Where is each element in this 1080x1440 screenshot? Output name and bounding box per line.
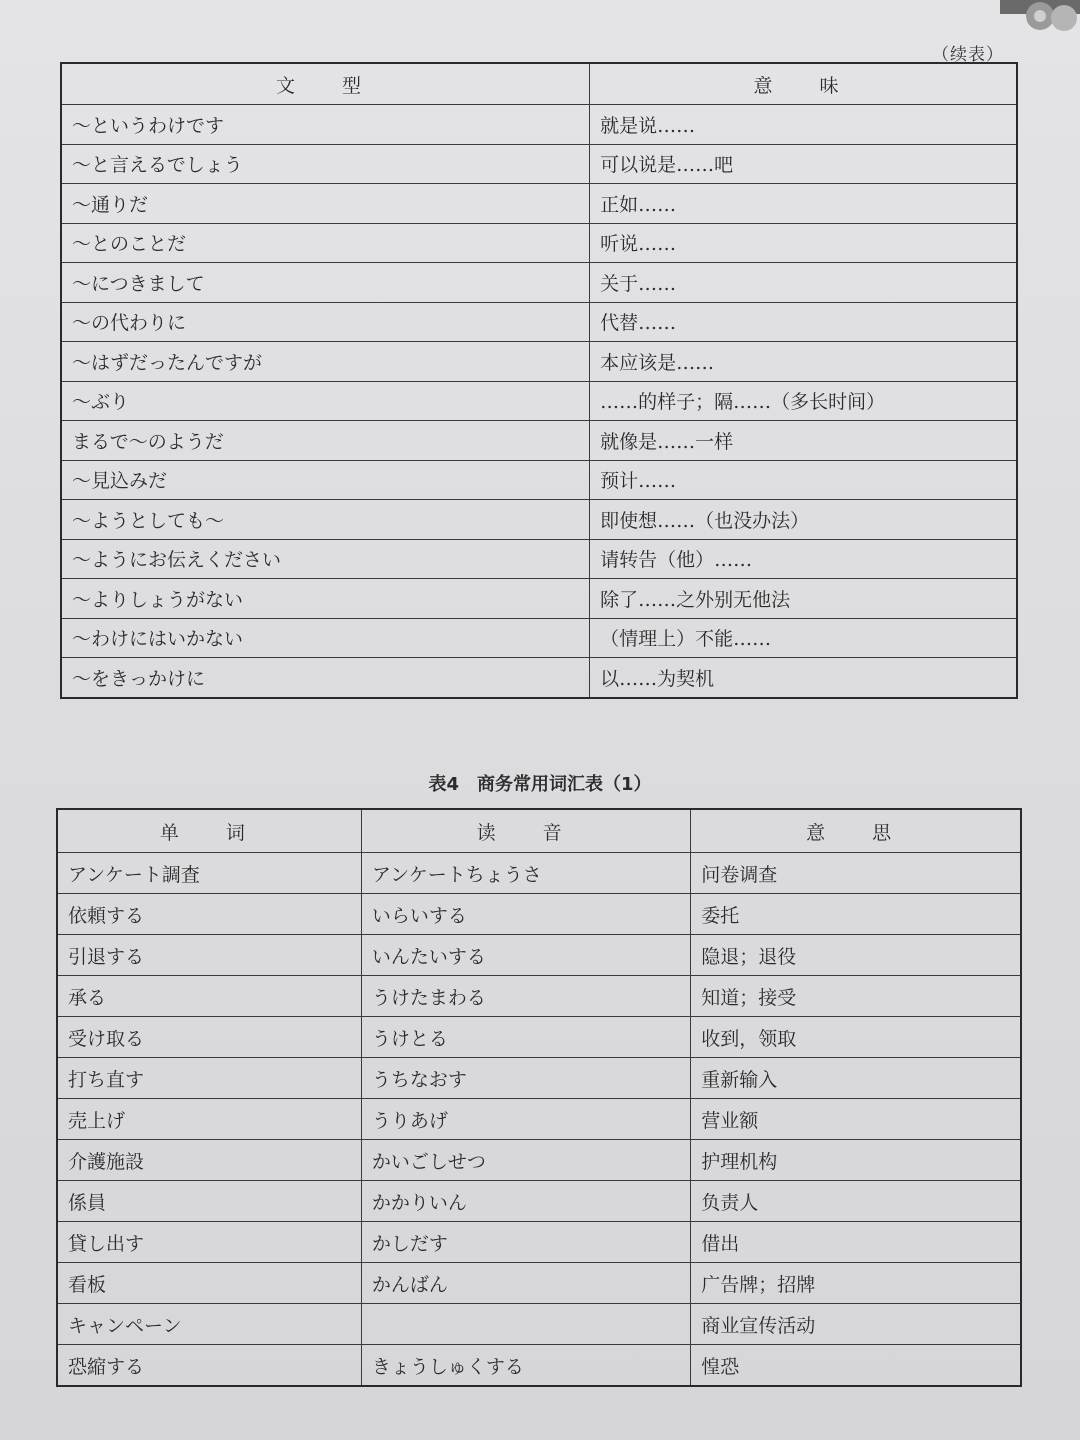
word-cell: 承る <box>57 976 361 1017</box>
table-header-row <box>61 63 1017 105</box>
reading-cell: かかりいん <box>361 1181 690 1222</box>
reading-cell: アンケートちょうさ <box>361 853 690 894</box>
meaning-cell: 隐退；退役 <box>691 935 1021 976</box>
table-row <box>61 263 1017 303</box>
meaning-cell: 本应该是…… <box>590 342 1017 382</box>
table-row <box>57 1017 1021 1058</box>
pattern-cell: ～と言えるでしょう <box>61 144 590 184</box>
word-cell: 依頼する <box>57 894 361 935</box>
table-row <box>61 579 1017 619</box>
table-row <box>61 302 1017 342</box>
sentence-pattern-table <box>60 62 1018 699</box>
meaning-cell: 广告牌；招牌 <box>691 1263 1021 1304</box>
reading-cell: うりあげ <box>361 1099 690 1140</box>
table-row <box>57 1345 1021 1387</box>
pattern-cell: ～をきっかけに <box>61 658 590 698</box>
corner-decoration-icon <box>1000 0 1080 42</box>
table-row <box>57 1263 1021 1304</box>
pattern-cell: ～というわけです <box>61 105 590 145</box>
meaning-cell: 委托 <box>691 894 1021 935</box>
meaning-cell: 商业宣传活动 <box>691 1304 1021 1345</box>
meaning-cell: 就像是……一样 <box>590 421 1017 461</box>
meaning-cell: 借出 <box>691 1222 1021 1263</box>
meaning-cell: 收到，领取 <box>691 1017 1021 1058</box>
word-cell: 貸し出す <box>57 1222 361 1263</box>
reading-cell: うちなおす <box>361 1058 690 1099</box>
pattern-cell: ～わけにはいかない <box>61 618 590 658</box>
vocabulary-table <box>56 808 1022 1387</box>
meaning-cell: 以……为契机 <box>590 658 1017 698</box>
word-cell: 介護施設 <box>57 1140 361 1181</box>
meaning-cell: 预计…… <box>590 460 1017 500</box>
table-row <box>61 421 1017 461</box>
pattern-cell: ～通りだ <box>61 184 590 224</box>
table-header-row <box>57 809 1021 853</box>
pattern-cell: ～ようとしても～ <box>61 500 590 540</box>
table-row <box>61 184 1017 224</box>
word-cell: アンケート調査 <box>57 853 361 894</box>
pattern-cell: ～見込みだ <box>61 460 590 500</box>
table-row <box>57 1304 1021 1345</box>
table-row <box>61 460 1017 500</box>
word-cell: 引退する <box>57 935 361 976</box>
pattern-cell: まるで～のようだ <box>61 421 590 461</box>
table-title: 表4 商务常用词汇表（1） <box>428 774 652 795</box>
word-cell: キャンペーン <box>57 1304 361 1345</box>
pattern-cell: ～はずだったんですが <box>61 342 590 382</box>
meaning-cell: ……的样子；隔……（多长时间） <box>590 381 1017 421</box>
reading-cell: いらいする <box>361 894 690 935</box>
table-row <box>61 500 1017 540</box>
pattern-cell: ～の代わりに <box>61 302 590 342</box>
meaning-cell: （情理上）不能…… <box>590 618 1017 658</box>
table-row <box>57 894 1021 935</box>
reading-cell: いんたいする <box>361 935 690 976</box>
word-cell: 恐縮する <box>57 1345 361 1387</box>
header-reading: 读 音 <box>361 809 690 853</box>
word-cell: 打ち直す <box>57 1058 361 1099</box>
meaning-cell: 重新输入 <box>691 1058 1021 1099</box>
pattern-cell: ～とのことだ <box>61 223 590 263</box>
word-cell: 受け取る <box>57 1017 361 1058</box>
header-word: 单 词 <box>57 809 361 853</box>
meaning-cell: 除了……之外别无他法 <box>590 579 1017 619</box>
table-row <box>61 223 1017 263</box>
meaning-cell: 问卷调查 <box>691 853 1021 894</box>
table-row <box>61 342 1017 382</box>
table-row <box>57 1058 1021 1099</box>
header-pattern: 文 型 <box>61 63 590 105</box>
table-row <box>61 381 1017 421</box>
meaning-cell: 即使想……（也没办法） <box>590 500 1017 540</box>
meaning-cell: 负责人 <box>691 1181 1021 1222</box>
word-cell: 看板 <box>57 1263 361 1304</box>
table-row <box>57 1140 1021 1181</box>
reading-cell: かしだす <box>361 1222 690 1263</box>
header-meaning: 意 味 <box>590 63 1017 105</box>
meaning-cell: 代替…… <box>590 302 1017 342</box>
table-row <box>61 618 1017 658</box>
meaning-cell: 就是说…… <box>590 105 1017 145</box>
meaning-cell: 惶恐 <box>691 1345 1021 1387</box>
pattern-cell: ～ようにお伝えください <box>61 539 590 579</box>
meaning-cell: 正如…… <box>590 184 1017 224</box>
meaning-cell: 营业额 <box>691 1099 1021 1140</box>
meaning-cell: 知道；接受 <box>691 976 1021 1017</box>
meaning-cell: 听说…… <box>590 223 1017 263</box>
reading-cell: きょうしゅくする <box>361 1345 690 1387</box>
reading-cell <box>361 1304 690 1345</box>
table-row <box>61 105 1017 145</box>
word-cell: 係員 <box>57 1181 361 1222</box>
header-meaning: 意 思 <box>691 809 1021 853</box>
word-cell: 売上げ <box>57 1099 361 1140</box>
table-row <box>61 658 1017 698</box>
meaning-cell: 请转告（他）…… <box>590 539 1017 579</box>
table-row <box>57 1181 1021 1222</box>
reading-cell: うけとる <box>361 1017 690 1058</box>
pattern-cell: ～ぶり <box>61 381 590 421</box>
meaning-cell: 护理机构 <box>691 1140 1021 1181</box>
pattern-cell: ～よりしょうがない <box>61 579 590 619</box>
continued-label: （续表） <box>932 45 1004 65</box>
reading-cell: うけたまわる <box>361 976 690 1017</box>
meaning-cell: 可以说是……吧 <box>590 144 1017 184</box>
reading-cell: かいごしせつ <box>361 1140 690 1181</box>
table-row <box>57 1099 1021 1140</box>
table-row <box>57 853 1021 894</box>
table-row <box>61 539 1017 579</box>
table-row <box>61 144 1017 184</box>
table-row <box>57 935 1021 976</box>
pattern-cell: ～につきまして <box>61 263 590 303</box>
table-row <box>57 1222 1021 1263</box>
meaning-cell: 关于…… <box>590 263 1017 303</box>
table-row <box>57 976 1021 1017</box>
reading-cell: かんばん <box>361 1263 690 1304</box>
